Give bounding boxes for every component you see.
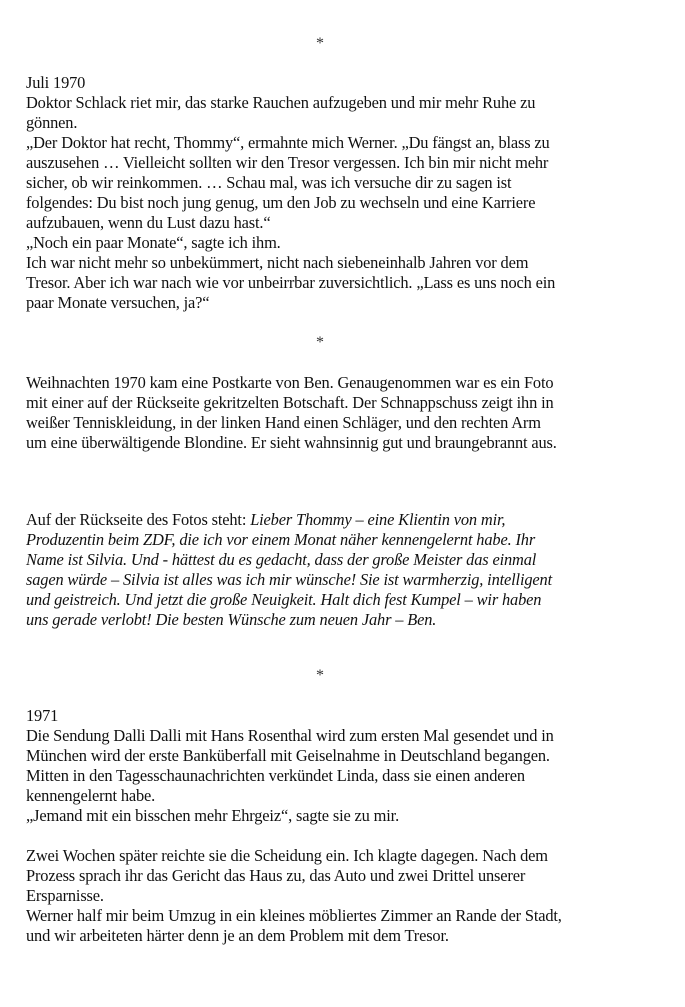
section-divider: * (316, 35, 324, 52)
postcard-quote-line: uns gerade verlobt! Die besten Wünsche zum neuen Jahr – Ben. (26, 610, 437, 629)
section-juli-1970 (26, 73, 666, 313)
paragraph-divorce (26, 846, 666, 946)
text-line: Doktor Schlack riet mir, das starke Rauchen aufzugeben und mir mehr Ruhe zu (26, 93, 536, 112)
text-line: „Jemand mit ein bisschen mehr Ehrgeiz“, sagte sie zu mir. (26, 806, 400, 825)
text-line: „Noch ein paar Monate“, sagte ich ihm. (26, 233, 281, 252)
text-line: folgendes: Du bist noch jung genug, um den Job zu wechseln und eine Karriere (26, 193, 536, 212)
text-line: München wird der erste Banküberfall mit Geiselnahme in Deutschland begangen. (26, 746, 550, 765)
postcard-quote-line: Name ist Silvia. Und - hättest du es gedacht, dass der große Meister das einmal (26, 550, 537, 569)
section-heading: 1971 (26, 706, 59, 725)
postcard-quote-line: sagen würde – Silvia ist alles was ich mir wünsche! Sie ist warmherzig, intelligent (26, 570, 552, 589)
paragraph-weihnachten (26, 373, 666, 453)
text-line: sicher, ob wir reinkommen. … Schau mal, was ich versuche dir zu sagen ist (26, 173, 512, 192)
section-1971 (26, 706, 666, 826)
text-line: Die Sendung Dalli Dalli mit Hans Rosenthal wird zum ersten Mal gesendet und in (26, 726, 554, 745)
text-line: Zwei Wochen später reichte sie die Scheidung ein. Ich klagte dagegen. Nach dem (26, 846, 548, 865)
text-line: Werner half mir beim Umzug in ein kleines möbliertes Zimmer an Rande der Stadt, (26, 906, 562, 925)
paragraph-postcard-message (26, 510, 666, 630)
text-line: kennengelernt habe. (26, 786, 156, 805)
postcard-quote-line: Produzentin beim ZDF, die ich vor einem Monat näher kennengelernt habe. Ihr (26, 530, 536, 549)
text-line: Ersparnisse. (26, 886, 104, 905)
section-divider: * (316, 667, 324, 684)
section-divider: * (316, 334, 324, 351)
text-line: Prozess sprach ihr das Gericht das Haus zu, das Auto und zwei Drittel unserer (26, 866, 526, 885)
text-line: paar Monate versuchen, ja?“ (26, 293, 210, 312)
text-line: Tresor. Aber ich war nach wie vor unbeirrbar zuversichtlich. „Lass es uns noch ein (26, 273, 556, 292)
text-line: auszusehen … Vielleicht sollten wir den Tresor vergessen. Ich bin mir nicht mehr (26, 153, 549, 172)
postcard-quote: Lieber Thommy – eine Klientin von mir, (250, 510, 506, 529)
postcard-quote-line: und geistreich. Und jetzt die große Neuigkeit. Halt dich fest Kumpel – wir haben (26, 590, 542, 609)
text-line: Mitten in den Tagesschaunachrichten verkündet Linda, dass sie einen anderen (26, 766, 525, 785)
text-line: Ich war nicht mehr so unbekümmert, nicht nach siebeneinhalb Jahren vor dem (26, 253, 529, 272)
text-line: Weihnachten 1970 kam eine Postkarte von Ben. Genaugenommen war es ein Foto (26, 373, 554, 392)
text-line: gönnen. (26, 113, 78, 132)
text-line: und wir arbeiteten härter denn je an dem Problem mit dem Tresor. (26, 926, 449, 945)
text-line: um eine überwältigende Blondine. Er sieht wahnsinnig gut und braungebrannt aus. (26, 433, 557, 452)
section-heading: Juli 1970 (26, 73, 86, 92)
text-line: weißer Tenniskleidung, in der linken Hand einen Schläger, und den rechten Arm (26, 413, 541, 432)
text-line: mit einer auf der Rückseite gekritzelten Botschaft. Der Schnappschuss zeigt ihn in (26, 393, 554, 412)
text-line (26, 510, 666, 530)
text-line: „Der Doktor hat recht, Thommy“, ermahnte mich Werner. „Du fängst an, blass zu (26, 133, 550, 152)
text-line: aufzubauen, wenn du Lust dazu hast.“ (26, 213, 271, 232)
postcard-intro: Auf der Rückseite des Fotos steht: (26, 510, 251, 529)
